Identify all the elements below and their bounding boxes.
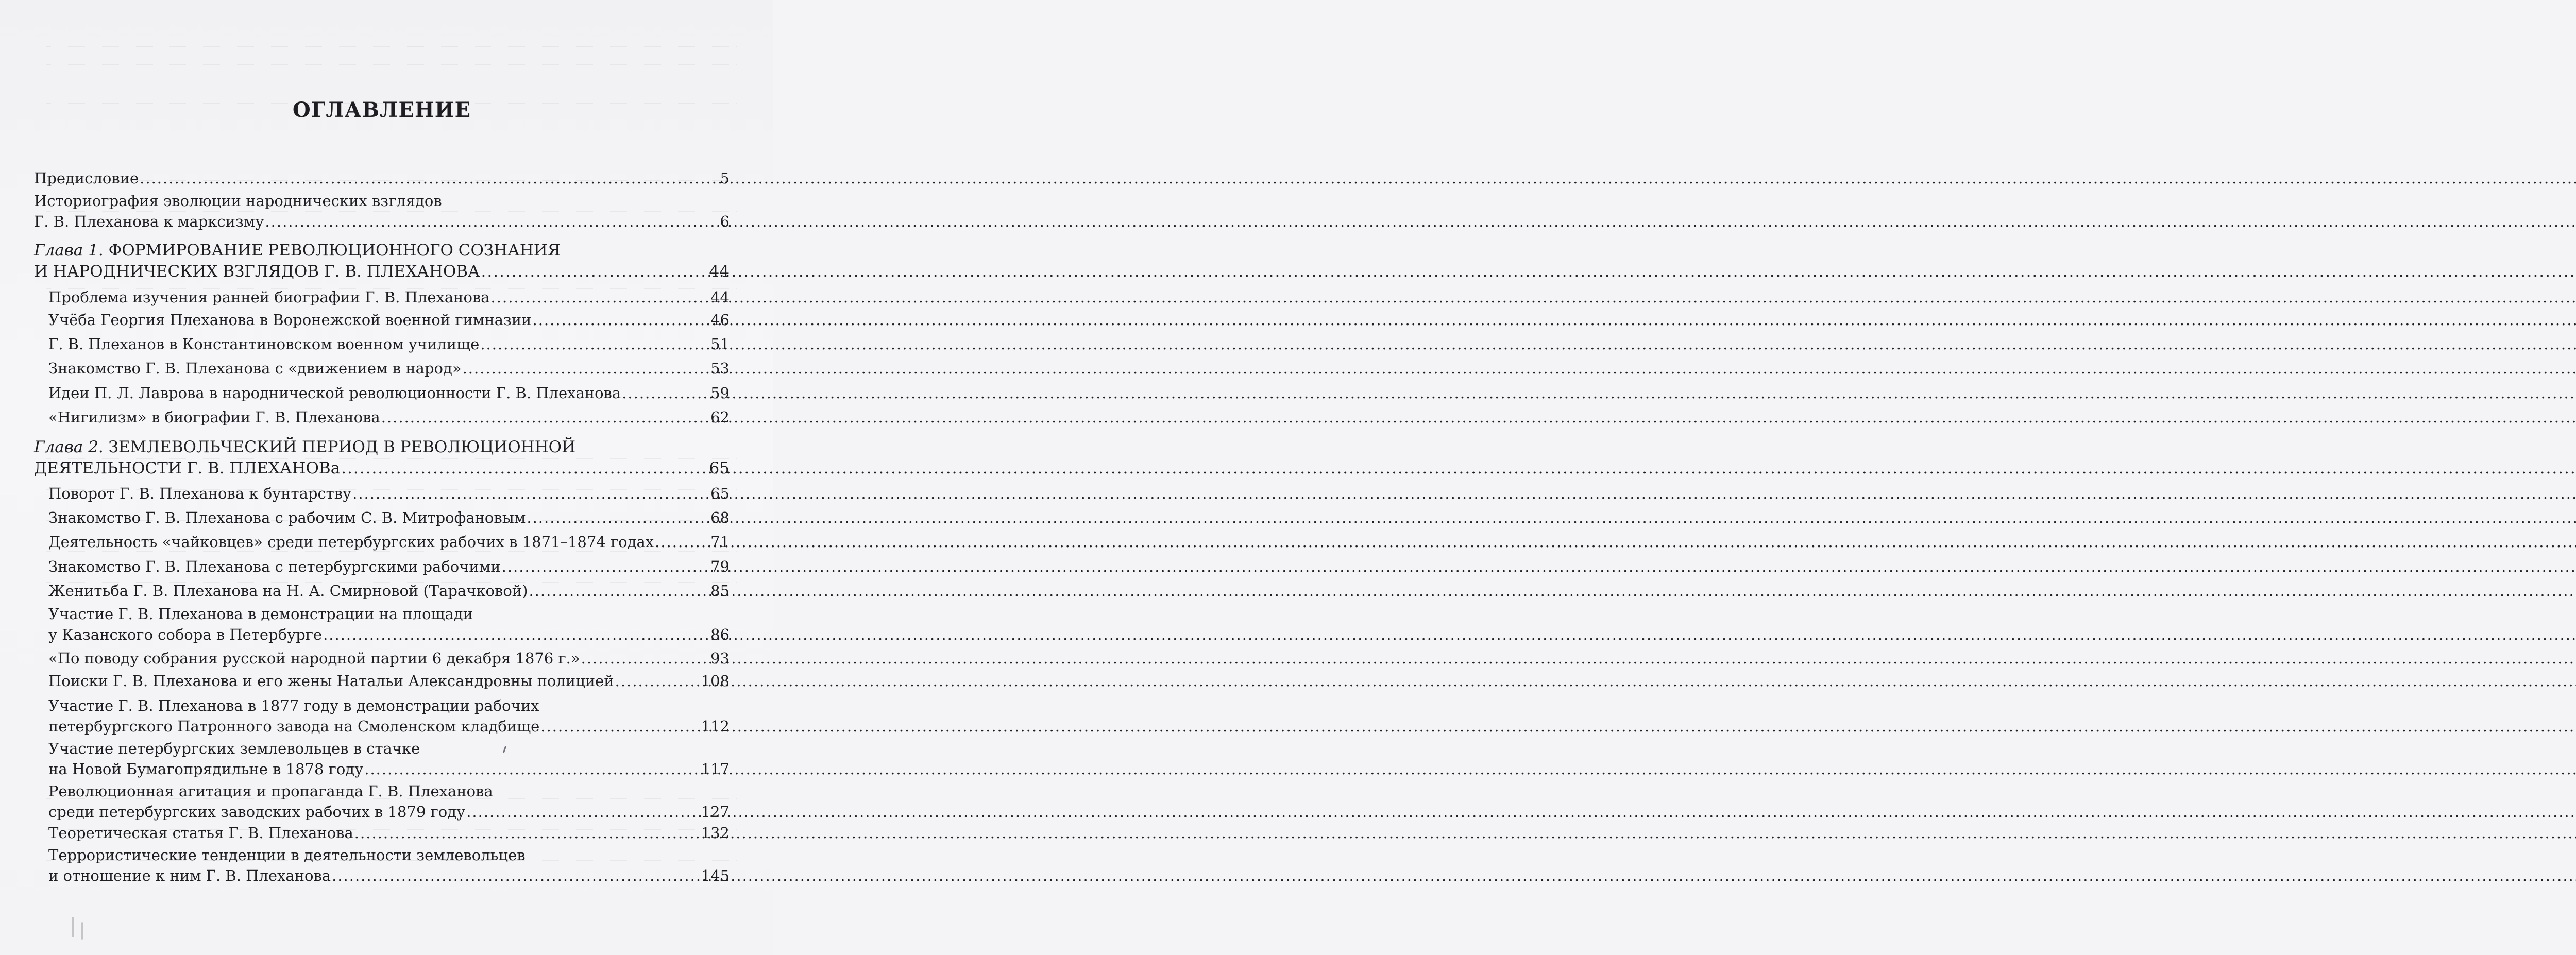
toc-entry[interactable] xyxy=(48,532,730,552)
leader-dots xyxy=(352,483,709,504)
leader-dots xyxy=(466,801,700,822)
toc-chapter-2[interactable] xyxy=(34,437,730,479)
toc-chapter-1[interactable] xyxy=(34,240,730,282)
toc-page-number: 117 xyxy=(701,760,730,778)
toc-entry-text: Теоретическая статья Г. В. Плеханова xyxy=(48,824,353,842)
toc-entry[interactable] xyxy=(48,845,730,886)
leader-dots xyxy=(381,407,709,428)
toc-title: ОГЛАВЛЕНИЕ xyxy=(292,98,471,122)
toc-entry-text: «По поводу собрания русской народной партии 6 декабря 1876 г.» xyxy=(48,650,580,667)
leader-dots xyxy=(323,624,709,645)
toc-page-number: 145 xyxy=(701,867,730,884)
page-smudge xyxy=(81,922,83,940)
toc-entry-line1: ЗЕМЛЕВОЛЬЧЕСКИЙ ПЕРИОД В РЕВОЛЮЦИОННОЙ xyxy=(108,438,576,456)
toc-entry-text: «Нигилизм» в биографии Г. В. Плеханова xyxy=(48,408,380,426)
leader-dots xyxy=(540,716,700,737)
toc-entry[interactable] xyxy=(48,695,730,737)
book-page xyxy=(0,0,773,955)
toc-entry-historiography[interactable] xyxy=(34,191,730,232)
toc-page-number: 44 xyxy=(709,262,730,281)
leader-dots xyxy=(581,648,709,669)
leader-dots xyxy=(491,287,710,308)
toc-entry-line1: Участие петербургских землевольцев в стачке xyxy=(48,740,420,757)
toc-entry[interactable] xyxy=(48,407,730,428)
toc-entry-text: Поиски Г. В. Плеханова и его жены Натальи Александровны полицией xyxy=(48,672,614,690)
chapter-prefix: Глава 1. xyxy=(34,241,104,260)
leader-dots xyxy=(463,358,710,379)
toc-entry-text: Г. В. Плеханова к марксизму xyxy=(34,213,264,230)
leader-dots xyxy=(615,671,700,691)
toc-entry[interactable] xyxy=(48,556,730,577)
toc-entry[interactable] xyxy=(48,287,730,308)
toc-entry-text: Знакомство Г. В. Плеханова с рабочим С. В. Митрофановым xyxy=(48,509,526,526)
leader-dots xyxy=(529,581,709,601)
toc-entry[interactable] xyxy=(48,648,730,669)
toc-entry[interactable] xyxy=(48,483,730,504)
toc-entry[interactable] xyxy=(48,507,730,528)
toc-entry-text: Женитьба Г. В. Плеханова на Н. А. Смирновой (Тарачковой) xyxy=(48,582,528,600)
page-smudge xyxy=(72,917,74,937)
leader-dots xyxy=(480,334,709,354)
toc-entry[interactable] xyxy=(48,581,730,601)
toc-page-number: 68 xyxy=(710,509,730,526)
toc-entry-line1: Участие Г. В. Плеханова в 1877 году в демонстрации рабочих xyxy=(48,697,539,714)
toc-entry[interactable] xyxy=(48,358,730,379)
toc-entry[interactable] xyxy=(48,671,730,691)
toc-entry[interactable] xyxy=(48,823,730,843)
toc-entry[interactable] xyxy=(48,334,730,354)
toc-entry-text: и отношение к ним Г. В. Плеханова xyxy=(48,867,331,884)
leader-dots xyxy=(354,823,700,843)
toc-entry[interactable] xyxy=(48,383,730,403)
leader-dots xyxy=(332,865,700,886)
toc-entry-line1: Участие Г. В. Плеханова в демонстрации на площади xyxy=(48,605,473,623)
toc-entry[interactable] xyxy=(48,310,730,330)
toc-page-number: 86 xyxy=(710,626,730,643)
toc-page-number: 5 xyxy=(720,169,730,187)
toc-page-number: 59 xyxy=(710,384,730,402)
toc-entry-preface[interactable] xyxy=(34,168,730,189)
toc-page-number: 108 xyxy=(701,672,730,690)
leader-dots xyxy=(655,532,709,552)
toc-entry-text: Проблема изучения ранней биографии Г. В. Плеханова xyxy=(48,288,490,306)
toc-page-number: 65 xyxy=(709,459,730,478)
toc-entry[interactable] xyxy=(48,738,730,779)
toc-entry-text: петербургского Патронного завода на Смоленском кладбище xyxy=(48,718,540,735)
toc-page-number: 53 xyxy=(710,360,730,377)
leader-dots xyxy=(265,211,719,232)
toc-entry-text: у Казанского собора в Петербурге xyxy=(48,626,323,643)
leader-dots xyxy=(364,759,700,779)
chapter-prefix: Глава 2. xyxy=(34,438,104,456)
toc-entry-line1: Террористические тенденции в деятельности землевольцев xyxy=(48,846,526,864)
toc-entry-text: Знакомство Г. В. Плеханова с петербургскими рабочими xyxy=(48,558,501,575)
toc-page-number: 79 xyxy=(710,558,730,575)
leader-dots xyxy=(481,261,708,282)
toc-page-number: 44 xyxy=(710,288,730,306)
toc-page-number: 85 xyxy=(710,582,730,600)
toc-entry-text: Предисловие xyxy=(34,169,139,187)
toc-entry-text: Знакомство Г. В. Плеханова с «движением в народ» xyxy=(48,360,462,377)
toc-page-number: 46 xyxy=(710,311,730,329)
toc-page-number: 127 xyxy=(701,803,730,821)
toc-entry-text: Поворот Г. В. Плеханова к бунтарству xyxy=(48,485,352,502)
toc-page-number: 51 xyxy=(710,335,730,353)
leader-dots xyxy=(502,556,709,577)
toc-page-number: 71 xyxy=(710,533,730,551)
toc-entry-text: И НАРОДНИЧЕСКИХ ВЗГЛЯДОВ Г. В. ПЛЕХАНОВА xyxy=(34,262,480,281)
toc-entry[interactable] xyxy=(48,781,730,822)
toc-page-number: 62 xyxy=(710,408,730,426)
toc-page-number: 132 xyxy=(701,824,730,842)
toc-page-number: 65 xyxy=(710,485,730,502)
toc-entry-text: среди петербургских заводских рабочих в 1879 году xyxy=(48,803,466,821)
toc-entry-text: Деятельность «чайковцев» среди петербургских рабочих в 1871–1874 годах xyxy=(48,533,654,551)
leader-dots xyxy=(527,507,709,528)
toc-entry-line1: Революционная агитация и пропаганда Г. В. Плеханова xyxy=(48,782,493,800)
toc-entry-text: Учёба Георгия Плеханова в Воронежской военной гимназии xyxy=(48,311,532,329)
toc-entry-text: Г. В. Плеханов в Константиновском военном училище xyxy=(48,335,480,353)
leader-dots xyxy=(140,168,719,189)
leader-dots xyxy=(533,310,710,330)
toc-entry-text: на Новой Бумагопрядильне в 1878 году xyxy=(48,760,364,778)
toc-entry-line1: Историография эволюции народнических взглядов xyxy=(34,192,442,210)
toc-entry-text: ДЕЯТЕЛЬНОСТИ Г. В. ПЛЕХАНОВа xyxy=(34,459,341,478)
toc-page-number: 112 xyxy=(701,718,730,735)
toc-page-number: 93 xyxy=(710,650,730,667)
leader-dots xyxy=(341,458,708,479)
leader-dots xyxy=(622,383,709,403)
toc-page-number: 6 xyxy=(720,213,730,230)
toc-entry-line1: ФОРМИРОВАНИЕ РЕВОЛЮЦИОННОГО СОЗНАНИЯ xyxy=(108,241,561,260)
toc-entry[interactable] xyxy=(48,604,730,645)
toc-entry-text: Идеи П. Л. Лаврова в народнической революционности Г. В. Плеханова xyxy=(48,384,621,402)
